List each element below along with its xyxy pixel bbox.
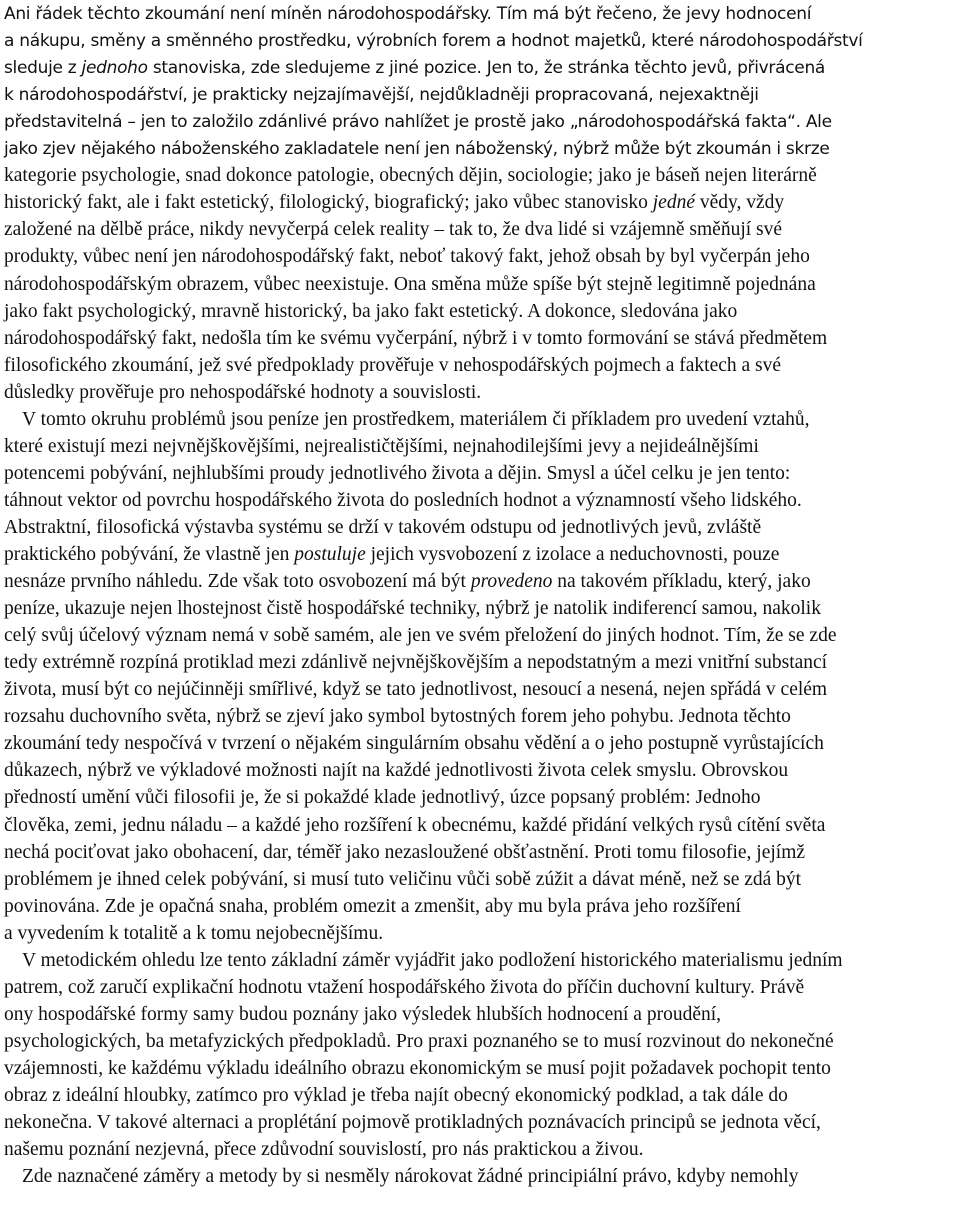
text-segment: povinována. Zde je opačná snaha, problém omezit a zmenšit, aby mu byla práva jeho rozšíření xyxy=(4,895,741,917)
text-segment: ony hospodářské formy samy budou poznány jako výsledek hlubších hodnocení a proudění, xyxy=(4,1003,722,1025)
text-line xyxy=(4,379,481,406)
text-segment: našemu poznání nezjevná, přece zdůvodní souvislostí, pro nás praktickou a živou. xyxy=(4,1139,644,1161)
text-segment: které existují mezi nejvnějškovějšími, nejrealističtějšími, nejnahodilejšími jevy a nejideálnějšími xyxy=(4,435,759,457)
text-segment: sleduje z xyxy=(4,58,82,79)
text-segment: důkazech, nýbrž ve výkladové možnosti najít na každé jednotlivosti života celek smyslu. Obrovskou xyxy=(4,760,789,782)
text-segment: tedy extrémně rozpíná protiklad mezi zdánlivě nejvnějškovějším a nepodstatným a mezi vnitřní substancí xyxy=(4,652,828,674)
italic-text: provedeno xyxy=(470,571,553,593)
text-line xyxy=(4,730,824,757)
text-segment: stanoviska, zde sledujeme z jiné pozice. Jen to, že stránka těchto jevů, přivrácená xyxy=(147,58,826,79)
text-segment: národohospodářským obrazem, vůbec neexistuje. Ona směna může spíše být stejně legitimně pojednána xyxy=(4,273,816,295)
text-line xyxy=(4,460,790,487)
text-segment: psychologických, ba metafyzických předpokladů. Pro praxi poznaného se to musí rozvinout do nekonečné xyxy=(4,1030,834,1052)
text-line xyxy=(4,162,817,189)
text-segment: nesnáze prvního náhledu. Zde však toto osvobození má být xyxy=(4,571,471,593)
text-line xyxy=(4,271,816,298)
text-segment: V metodickém ohledu lze tento základní záměr vyjádřit jako podložení historického materialismu jedním xyxy=(22,949,843,971)
text-line xyxy=(4,433,759,460)
italic-text: jedné xyxy=(652,192,695,214)
text-segment: Zde naznačené záměry a metody by si nesměly nárokovat žádné principiální právo, kdyby nemohly xyxy=(22,1166,799,1188)
text-line xyxy=(4,893,741,920)
text-segment: zkoumání tedy nespočívá v tvrzení o nějakém singulárním obsahu vědění a o jeho postupně vyrůstajících xyxy=(4,733,824,755)
text-line xyxy=(4,812,825,839)
text-line xyxy=(4,622,836,649)
text-line xyxy=(22,1163,798,1190)
text-line xyxy=(4,676,827,703)
text-segment: celý svůj účelový význam nemá v sobě samém, ale jen ve svém přeložení do jiných hodnot. Tím, že se zde xyxy=(4,625,837,647)
text-line xyxy=(4,1055,831,1082)
text-line xyxy=(4,703,791,730)
text-segment: filosofického zkoumání, jež své předpoklady prověřuje v nehospodářských pojmech a faktech a své xyxy=(4,354,782,376)
text-segment: vědy, vždy xyxy=(694,192,785,214)
text-segment: národohospodářský fakt, nedošla tím ke svému vyčerpání, nýbrž i v tomto formování se stává předmětem xyxy=(4,327,828,349)
text-line xyxy=(4,920,383,947)
text-line xyxy=(4,866,801,893)
text-line xyxy=(22,406,810,433)
text-segment: táhnout vektor od povrchu hospodářského života do posledních hodnot a významností všeho lidského. xyxy=(4,489,802,511)
text-line xyxy=(4,1109,821,1136)
text-segment: a vyvedením k totalitě a k tomu nejobecnějšímu. xyxy=(4,922,384,944)
text-segment: jejich vysvobození z izolace a neduchovnosti, pouze xyxy=(365,544,780,565)
text-line xyxy=(4,839,805,866)
text-line xyxy=(4,1028,834,1055)
text-segment: produkty, vůbec není jen národohospodářský fakt, neboť takový fakt, jehož obsah by byl vyčerpán jeho xyxy=(4,246,810,268)
text-segment: jako zjev nějakého náboženského zakladatele není jen náboženský, nýbrž může být zkoumán i skrze xyxy=(4,139,830,160)
text-segment: důsledky prověřuje pro nehospodářské hodnoty a souvislosti. xyxy=(4,381,482,403)
text-segment: a nákupu, směny a směnného prostředku, výrobních forem a hodnot majetků, které národohospodářství xyxy=(4,31,863,52)
text-line xyxy=(4,514,761,541)
text-line xyxy=(4,757,788,784)
text-line xyxy=(4,541,779,568)
text-line xyxy=(4,487,802,514)
text-line xyxy=(4,352,781,379)
text-segment: V tomto okruhu problémů jsou peníze jen prostředkem, materiálem či příkladem pro uvedení vztahů, xyxy=(22,408,810,430)
text-segment: peníze, ukazuje nejen lhostejnost čistě hospodářské techniky, nýbrž je natolik indiferencí samou, nakolik xyxy=(4,598,821,620)
text-line xyxy=(4,1082,788,1109)
text-segment: jako fakt psychologický, mravně historický, ba jako fakt estetický. A dokonce, sledována jako xyxy=(4,300,738,322)
text-line xyxy=(4,243,810,270)
text-segment: kategorie psychologie, snad dokonce patologie, obecných dějin, sociologie; jako je báseň nejen literárně xyxy=(4,165,817,187)
text-line xyxy=(4,325,827,352)
text-line xyxy=(4,216,782,243)
text-segment: na takovém příkladu, který, jako xyxy=(552,571,811,593)
text-line xyxy=(4,1001,721,1028)
text-segment: života, musí být co nejúčinněji smířlivé, když se tato jednotlivost, nesoucí a nesená, nejen spřádá v celém xyxy=(4,679,828,701)
text-segment: představitelná – jen to založilo zdánlivé právo nahlížet je prostě jako „národohospodářská fakta“. Ale xyxy=(4,112,832,133)
text-line xyxy=(4,1136,644,1163)
text-segment: k národohospodářství, je prakticky nejzajímavější, nejdůkladněji propracovaná, nejexaktněji xyxy=(4,85,759,106)
text-segment: patrem, což zaručí explikační hodnotu vtažení hospodářského života do příčin duchovní kultury. Právě xyxy=(4,976,805,998)
text-line xyxy=(4,568,811,595)
text-line xyxy=(4,784,761,811)
text-segment: historický fakt, ale i fakt estetický, filologický, biografický; jako vůbec stanovisko xyxy=(4,192,653,214)
text-line xyxy=(4,54,825,81)
text-segment: předností umění vůči filosofii je, že si pokaždé klade jednotlivý, úzce popsaný problém: Jednoho xyxy=(4,787,761,809)
text-line xyxy=(4,81,759,108)
text-segment: vzájemnosti, ke každému výkladu ideálního obrazu ekonomickým se musí pojit požadavek pochopit tento xyxy=(4,1057,831,1079)
text-line xyxy=(4,298,737,325)
text-segment: nechá pociťovat jako obohacení, dar, téměř jako nezasloužené obšťastnění. Proti tomu filosofie, jejímž xyxy=(4,841,806,863)
text-line xyxy=(4,108,832,135)
text-line xyxy=(4,595,821,622)
text-segment: rozsahu duchovního světa, nýbrž se zjeví jako symbol bytostných forem jeho pohybu. Jednota těchto xyxy=(4,706,791,728)
text-segment: potencemi pobývání, nejhlubšími proudy jednotlivého života a dějin. Smysl a účel celku je jen tento: xyxy=(4,462,791,484)
text-line xyxy=(4,135,830,162)
text-segment: praktického pobývání, že vlastně jen xyxy=(4,544,295,565)
text-segment: Ani řádek těchto zkoumání není míněn národohospodářsky. Tím má být řečeno, že jevy hodnocení xyxy=(4,4,812,24)
text-line xyxy=(22,947,843,974)
text-segment: založené na dělbě práce, nikdy nevyčerpá celek reality – tak to, že dva lidé si vzájemně směňují své xyxy=(4,219,783,241)
text-segment: obraz z ideální hloubky, zatímco pro výklad je třeba najít obecný ekonomický podklad, a tak dále do xyxy=(4,1085,788,1106)
text-line xyxy=(4,974,804,1001)
text-line xyxy=(4,27,863,54)
text-segment: Abstraktní, filosofická výstavba systému se drží v takovém odstupu od jednotlivých jevů, zvláště xyxy=(4,516,762,538)
text-segment: člověka, zemi, jednu náladu – a každé jeho rozšíření k obecnému, každé přidání velkých rysů cítění světa xyxy=(4,814,826,836)
text-segment: problémem je ihned celek pobývání, si musí tuto veličinu vůči sobě zúžit a dávat méně, než se zdá být xyxy=(4,868,802,890)
italic-text: postuluje xyxy=(294,544,366,565)
text-line xyxy=(4,0,811,27)
text-line xyxy=(4,649,827,676)
text-segment: nekonečna. V takové alternaci a proplétání pojmově protikladných poznávacích principů se jednota věcí, xyxy=(4,1112,821,1134)
italic-text: jednoho xyxy=(81,58,148,79)
text-line xyxy=(4,189,784,216)
